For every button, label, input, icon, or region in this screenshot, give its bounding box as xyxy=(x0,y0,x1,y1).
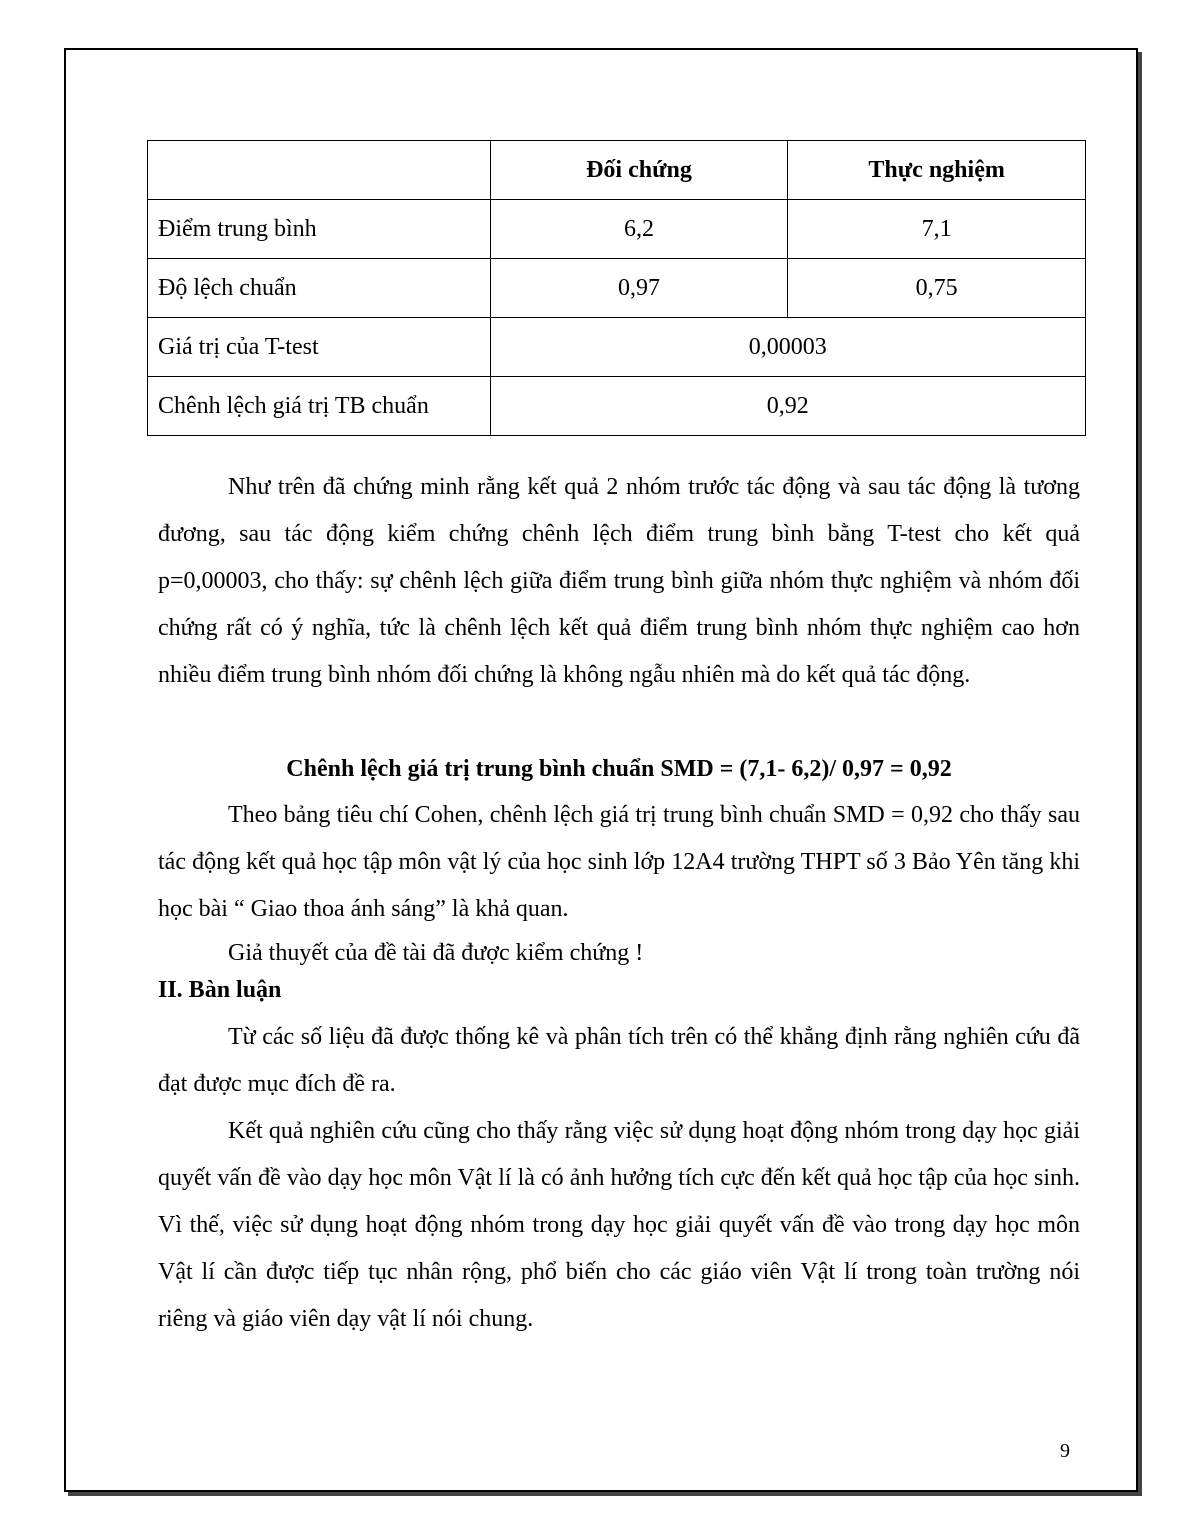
table-header-experimental: Thực nghiệm xyxy=(788,141,1086,200)
body-paragraph-2: Theo bảng tiêu chí Cohen, chênh lệch giá trị trung bình chuẩn SMD = 0,92 cho thấy sau tác động kết quả học tập môn vật lý của học sinh lớp 12A4 trường THPT số 3 Bảo Yên tăng khi học bài “ Giao thoa ánh sáng” là khả quan. xyxy=(158,802,1080,922)
body-paragraph-3: Giả thuyết của đề tài đã được kiểm chứng ! xyxy=(228,940,644,966)
smd-formula: Chênh lệch giá trị trung bình chuẩn SMD = (7,1- 6,2)/ 0,97 = 0,92 xyxy=(286,756,952,782)
table-row xyxy=(148,318,1086,377)
body-paragraph-1: Như trên đã chứng minh rằng kết quả 2 nhóm trước tác động và sau tác động là tương đương, sau tác động kiểm chứng chênh lệch điểm trung bình bằng T-test cho kết quả p=0,00003, cho thấy: sự chênh lệch giữa điểm trung bình giữa nhóm thực nghiệm và nhóm đối chứng rất có ý nghĩa, tức là chênh lệch kết quả điểm trung bình nhóm thực nghiệm cao hơn nhiều điểm trung bình nhóm đối chứng là không ngẫu nhiên mà do kết quả tác động. xyxy=(158,474,1080,688)
control-value: 6,2 xyxy=(490,200,788,259)
row-label: Điểm trung bình xyxy=(148,200,491,259)
body-paragraph-4: Từ các số liệu đã được thống kê và phân tích trên có thể khẳng định rằng nghiên cứu đã đạt được mục đích đề ra. xyxy=(158,1024,1080,1097)
merged-value: 0,92 xyxy=(490,377,1085,436)
experimental-value: 7,1 xyxy=(788,200,1086,259)
body-paragraph-1-block xyxy=(158,464,1080,699)
table-header-row xyxy=(148,141,1086,200)
experimental-value: 0,75 xyxy=(788,259,1086,318)
page-number: 9 xyxy=(1060,1440,1070,1462)
row-label: Giá trị của T-test xyxy=(148,318,491,377)
table-row xyxy=(148,259,1086,318)
table-row xyxy=(148,200,1086,259)
control-value: 0,97 xyxy=(490,259,788,318)
body-paragraph-4-block xyxy=(158,1014,1080,1343)
merged-value: 0,00003 xyxy=(490,318,1085,377)
results-table xyxy=(147,140,1086,436)
body-paragraph-5: Kết quả nghiên cứu cũng cho thấy rằng việc sử dụng hoạt động nhóm trong dạy học giải quyết vấn đề vào dạy học môn Vật lí là có ảnh hưởng tích cực đến kết quả học tập của học sinh. Vì thế, việc sử dụng hoạt động nhóm trong dạy học giải quyết vấn đề vào trong dạy học môn Vật lí cần được tiếp tục nhân rộng, phổ biến cho các giáo viên Vật lí trong toàn trường nói riêng và giáo viên dạy vật lí nói chung. xyxy=(158,1118,1080,1332)
table-header-control: Đối chứng xyxy=(490,141,788,200)
row-label: Chênh lệch giá trị TB chuẩn xyxy=(148,377,491,436)
table-row xyxy=(148,377,1086,436)
table-header-empty xyxy=(148,141,491,200)
section-heading: II. Bàn luận xyxy=(158,977,282,1003)
row-label: Độ lệch chuẩn xyxy=(148,259,491,318)
body-paragraph-2-block xyxy=(158,792,1080,973)
